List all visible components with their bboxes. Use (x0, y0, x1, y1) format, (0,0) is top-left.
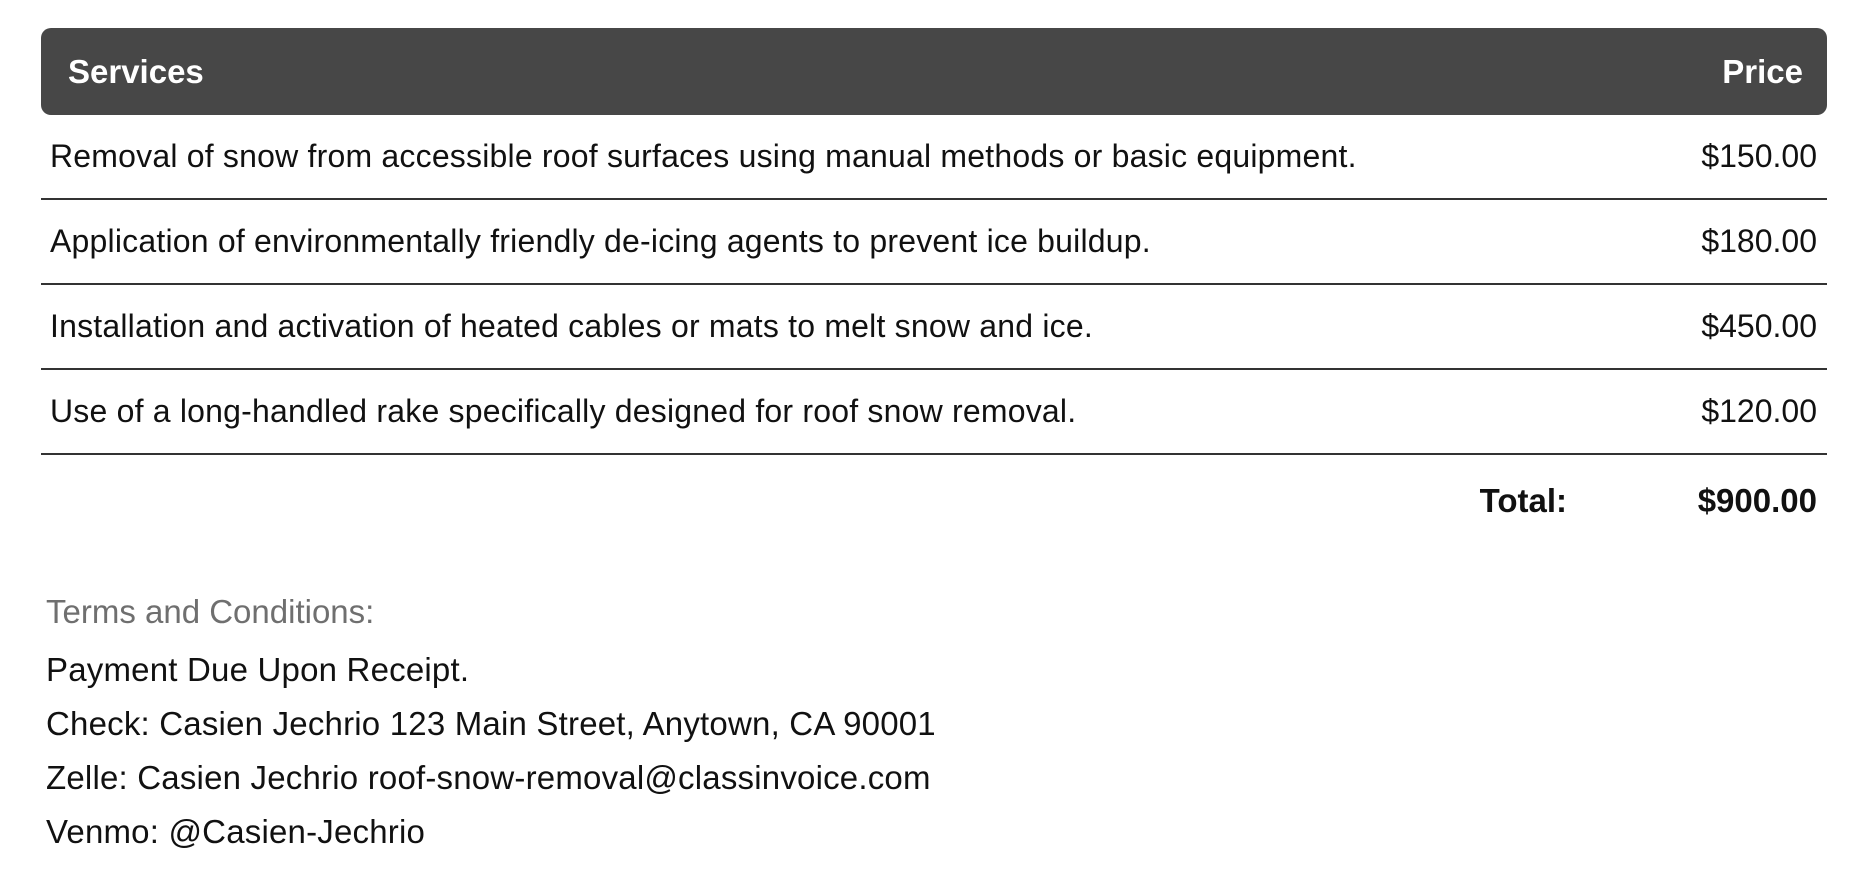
service-description: Installation and activation of heated cables or mats to melt snow and ice. (50, 308, 1093, 344)
total-label: Total: (1479, 482, 1567, 519)
service-price: $450.00 (1701, 308, 1817, 344)
table-row (41, 285, 1827, 370)
service-price: $120.00 (1701, 393, 1817, 429)
invoice-document (41, 28, 1827, 859)
service-description: Use of a long-handled rake specifically designed for roof snow removal. (50, 393, 1077, 429)
service-description: Removal of snow from accessible roof surfaces using manual methods or basic equipment. (50, 138, 1357, 174)
terms-line-check: Check: Casien Jechrio 123 Main Street, Anytown, CA 90001 (46, 705, 936, 742)
terms-line-venmo: Venmo: @Casien-Jechrio (46, 813, 426, 850)
column-header-services: Services (68, 52, 204, 90)
table-row (41, 200, 1827, 285)
table-row (41, 115, 1827, 200)
service-description: Application of environmentally friendly de-icing agents to prevent ice buildup. (50, 223, 1151, 259)
column-header-price: Price (1722, 52, 1803, 90)
services-table (41, 28, 1827, 547)
service-price: $150.00 (1701, 138, 1817, 174)
terms-heading: Terms and Conditions: (46, 593, 375, 630)
table-header-row (41, 28, 1827, 115)
total-row (41, 455, 1827, 547)
table-row (41, 370, 1827, 455)
terms-section (41, 585, 1827, 859)
total-value: $900.00 (1697, 482, 1817, 519)
terms-line-zelle: Zelle: Casien Jechrio roof-snow-removal@classinvoice.com (46, 759, 931, 796)
terms-line-payment: Payment Due Upon Receipt. (46, 651, 470, 688)
service-price: $180.00 (1701, 223, 1817, 259)
